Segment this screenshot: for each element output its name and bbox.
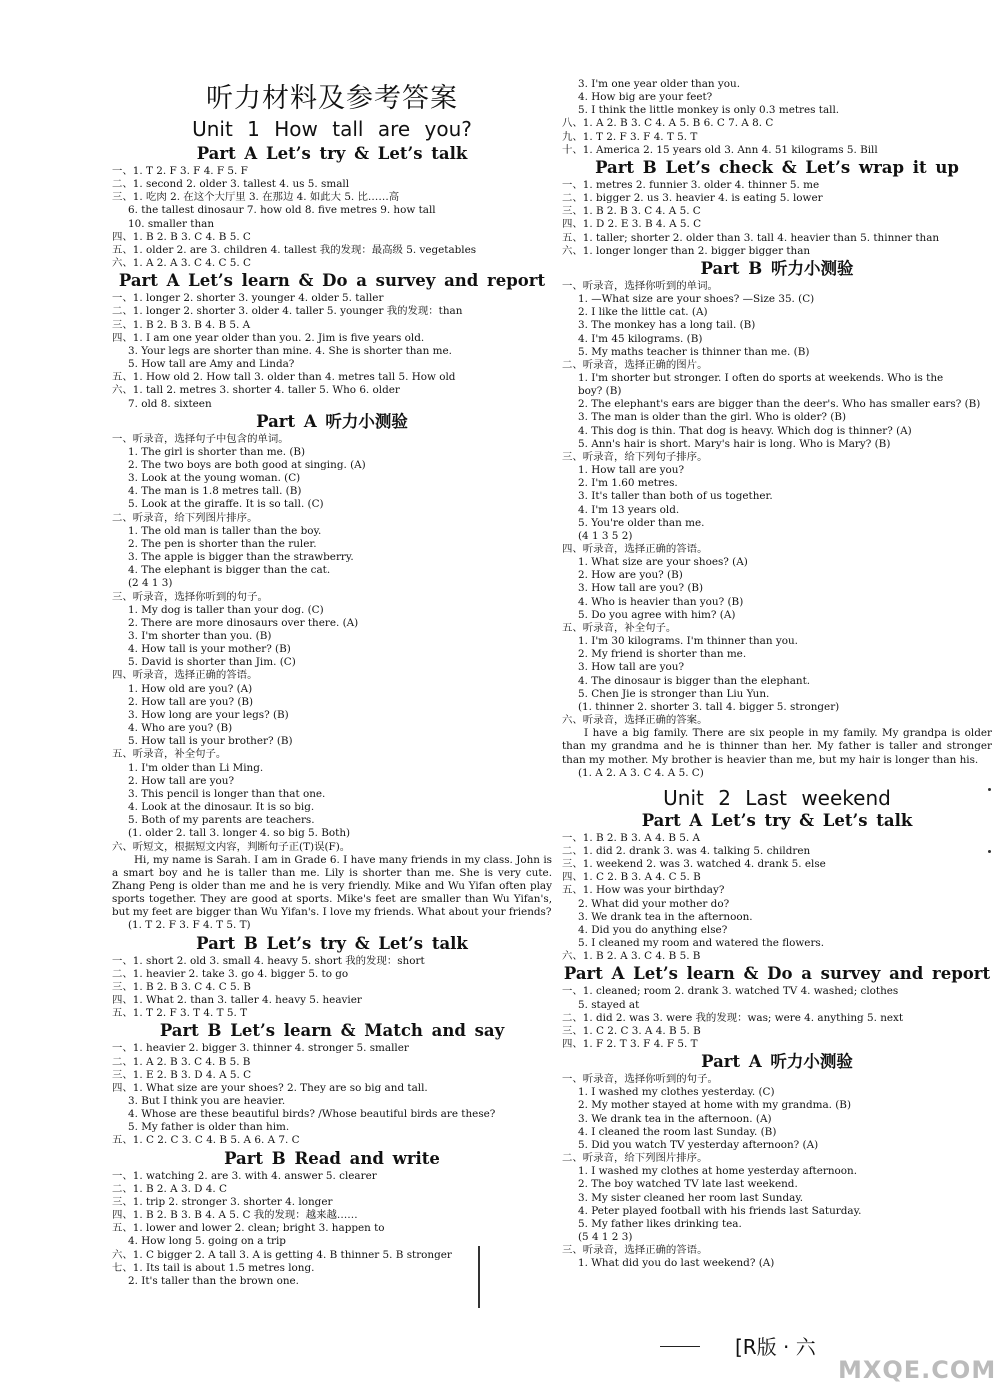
section-heading: Part A 听力小测验 [256,411,408,431]
section-heading: Part B Let’s learn & Match and say [159,1021,505,1041]
section-heading: Part B Read and write [224,1148,440,1168]
unit-1-title: Unit 1 How tall are you? [192,117,472,141]
answer-line: (4 1 3 5 2) [578,529,633,542]
answer-line: 5. I cleaned my room and watered the flowers. [578,937,825,950]
answer-line: 五、听录音，补全句子。 [562,621,677,634]
answer-line: 五、听录音，补全句子。 [112,748,227,761]
answer-line: 2. How tall are you? (B) [128,695,254,708]
answer-line: 5. You're older than me. [578,516,705,529]
answer-line: 三、1. C 2. C 3. A 4. B 5. B [562,1024,701,1037]
answer-line: 四、听录音，选择正确的答语。 [562,543,708,555]
answer-line: 5. stayed at [578,998,640,1011]
answer-line: (5 4 1 2 3) [578,1231,633,1244]
answer-line: 5. Look at the giraffe. It is so tall. (C) [128,498,324,511]
stray-dot [988,788,991,791]
answer-line: 五、1. C 2. C 3. C 4. B 5. A 6. A 7. C [112,1134,300,1147]
answer-line: 4. Look at the dinosaur. It is so big. [128,801,315,814]
section-heading: Part A Let’s try & Let’s talk [641,810,913,830]
answer-line: 2. It's taller than the brown one. [128,1274,299,1287]
answer-line: 五、1. older 2. are 3. children 4. tallest 我的发现：最高级 5. vegetables [112,243,477,256]
answer-line: 5. David is shorter than Jim. (C) [128,656,296,669]
answer-line: 3. The man is older than the girl. Who is older? (B) [578,411,847,424]
answer-line: 二、1. did 2. was 3. were 我的发现：was; were 4. anything 5. next [562,1011,904,1024]
answer-line: 一、1. short 2. old 3. small 4. heavy 5. short 我的发现：short [112,954,425,967]
answer-line: 二、1. heavier 2. take 3. go 4. bigger 5. to go [112,967,349,980]
right-continued-answers [562,78,992,157]
answer-line: 九、1. T 2. F 3. F 4. T 5. T [562,130,698,143]
answer-line: 一、听录音，选择你听到的单词。 [562,279,718,292]
answer-line: 三、1. B 2. B 3. C 4. A 5. C [562,205,701,218]
answer-line: 五、1. lower and lower 2. clean; bright 3. happen to [112,1222,385,1235]
answer-line: 三、听录音，给下列句子排序。 [562,450,708,463]
answer-line: 一、听录音，选择句子中包含的单词。 [112,432,289,445]
answer-line: 3. I'm shorter than you. (B) [128,630,272,642]
answer-line: 4. Whose are these beautiful birds? /Whose beautiful birds are these? [128,1108,496,1121]
answer-line: 二、1. B 2. A 3. D 4. C [112,1182,227,1195]
answer-line: 4. Peter played football with his friends last Saturday. [578,1204,862,1217]
answer-line: 2. My friend is shorter than me. [578,648,747,661]
answer-line: 2. I like the little cat. (A) [578,306,708,319]
answer-line: 一、1. cleaned; room 2. drank 3. watched TV 4. washed; clothes [562,985,899,998]
right-column [562,78,992,1271]
answer-line: 4. Who is heavier than you? (B) [578,595,744,608]
answer-line: 2. The two boys are both good at singing. (A) [128,458,366,471]
answer-line: 4. I cleaned the room last Sunday. (B) [578,1125,777,1138]
answer-line: 一、1. longer 2. shorter 3. younger 4. older 5. taller [112,292,384,305]
answer-line: 三、听录音，选择正确的答语。 [562,1244,708,1257]
answer-line: 2. The pen is shorter than the ruler. [128,537,317,550]
answer-line: 1. How old are you? (A) [128,682,253,695]
answer-line: Hi, my name is Sarah. I am in Grade 6. I have many friends in my class. John is a smart boy and he is taller than me. Lily is shorter than me. She is very cute. Zhang Peng is older than me and he is very friendly. Mike and Wu Yifan often play sports together. They are good at sports. Mike's feet are smaller than Wu Yifan's, but my feet are bigger than Wu Yifan's. I love my friends. What about your friends? [112,853,552,919]
answer-line: 5. My father likes drinking tea. [578,1217,742,1230]
answer-line: 二、听录音，给下列图片排序。 [112,511,258,524]
answer-line: 4. The man is 1.8 metres tall. (B) [128,485,302,498]
answer-line: 3. We drank tea in the afternoon. [578,910,753,923]
answer-line: 一、1. metres 2. funnier 3. older 4. thinner 5. me [562,178,820,191]
answer-line: 二、1. bigger 2. us 3. heavier 4. is eating 5. lower [562,192,823,205]
answer-line: 7. old 8. sixteen [128,397,212,410]
answer-line: 3. My sister cleaned her room last Sunday. [578,1191,804,1204]
answer-line: 六、听录音，选择正确的答案。 [562,714,708,727]
answer-line: I have a big family. There are six people in my family. My grandpa is older than my grandma and he is thinner than her. My father is taller and stronger than my mother. My brother is heavier than me, but my hair is longer than his. [562,727,992,766]
answer-line: 三、听录音，选择你听到的句子。 [112,590,268,603]
answer-line: 四、1. What size are your shoes? 2. They are so big and tall. [112,1081,428,1094]
answer-line: 三、1. 吃肉 2. 在这个大厅里 3. 在那边 4. 如此大 5. 比……高 [112,191,400,204]
answer-line: 3. I'm one year older than you. [578,78,741,90]
answer-line: 三、1. B 2. B 3. B 4. B 5. A [112,318,251,331]
answer-line: 4. The elephant is bigger than the cat. [128,564,331,577]
answer-line: 五、1. T 2. F 3. T 4. T 5. T [112,1007,248,1020]
answer-line: 5. How tall are Amy and Linda? [128,358,295,371]
answer-line: 5. My father is older than him. [128,1121,290,1134]
unit-2-title: Unit 2 Last weekend [663,785,891,810]
answer-line: 五、1. How old 2. How tall 3. older than 4. metres tall 5. How old [112,371,456,384]
answer-line: 二、1. second 2. older 3. tallest 4. us 5. small [112,178,350,191]
answer-line: 5. Both of my parents are teachers. [128,814,315,827]
answer-line: 四、1. C 2. B 3. A 4. C 5. B [562,871,701,884]
answer-line: (1. thinner 2. shorter 3. tall 4. bigger 5. stronger) [578,700,840,713]
answer-line: 5. Did you watch TV yesterday afternoon? (A) [578,1138,819,1151]
answer-line: 四、1. B 2. B 3. C 4. B 5. C [112,230,251,243]
footer-edition-label: [R版 · 六 [735,1335,816,1359]
answer-line: 1. I washed my clothes yesterday. (C) [578,1086,775,1099]
answer-line: 1. What size are your shoes? (A) [578,556,748,569]
section-heading: Part B Let’s try & Let’s talk [196,933,468,953]
answer-line: 3. Look at the young woman. (C) [128,472,301,485]
answer-line: 四、1. I am one year older than you. 2. Jim is five years old. [112,331,425,344]
answer-line: 1. I'm shorter but stronger. I often do sports at weekends. Who is the [578,371,944,384]
answer-line: 3. We drank tea in the afternoon. (A) [578,1112,772,1125]
answer-line: 2. There are more dinosaurs over there. (A) [128,616,359,629]
answer-line: 四、1. What 2. than 3. taller 4. heavy 5. heavier [112,994,362,1007]
answer-line: 1. —What size are your shoes? —Size 35. (C) [578,293,815,306]
section-heading: Part B Let’s check & Let’s wrap it up [595,157,959,177]
answer-line: 1. How tall are you? [578,464,685,477]
answer-line: 2. My mother stayed at home with my grandma. (B) [578,1099,851,1112]
answer-line: 四、1. F 2. T 3. F 4. F 5. T [562,1038,698,1050]
answer-line: 四、1. D 2. E 3. B 4. A 5. C [562,218,702,231]
answer-line: 3. Your legs are shorter than mine. 4. She is shorter than me. [128,344,452,357]
answer-line: 一、听录音，选择你听到的句子。 [562,1073,718,1086]
answer-line: 二、听录音，选择正确的图片。 [562,358,708,371]
answer-line: 二、1. A 2. B 3. C 4. B 5. B [112,1055,251,1068]
answer-line: 3. How long are your legs? (B) [128,708,289,721]
answer-line: 1. The old man is taller than the boy. [128,524,322,537]
answer-line: 3. But I think you are heavier. [128,1095,286,1107]
answer-line: 4. How long 5. going on a trip [128,1235,286,1248]
answer-line: 2. The elephant's ears are bigger than the deer's. Who has smaller ears? (B) [578,398,981,411]
answer-line: 4. Did you do anything else? [578,923,728,936]
stray-mark [478,1246,480,1308]
answer-line: 六、1. tall 2. metres 3. shorter 4. taller 5. Who 6. older [112,384,400,397]
answer-line: 5. How tall is your brother? (B) [128,735,293,748]
answer-line: 六、听短文，根据短文内容，判断句子正(T)误(F)。 [112,840,351,853]
answer-line: 六、1. C bigger 2. A tall 3. A is getting 4. B thinner 5. B stronger [112,1248,452,1261]
answer-line: boy? (B) [578,385,622,398]
answer-line: 1. I'm 30 kilograms. I'm thinner than you. [578,635,798,648]
answer-line: 3. The apple is bigger than the strawberry. [128,551,354,564]
left-column [112,74,552,1288]
answer-line: 4. This dog is thin. That dog is heavy. Which dog is thinner? (A) [578,424,912,437]
answer-line: (1. A 2. A 3. C 4. A 5. C) [578,766,704,779]
watermark-logo: MXQE.COM [838,1356,997,1384]
answer-line: 三、1. B 2. B 3. C 4. C 5. B [112,980,251,993]
answer-line: 4. The dinosaur is bigger than the elephant. [578,674,811,687]
answer-line: 2. The boy watched TV late last weekend. [578,1178,798,1191]
answer-line: 二、1. longer 2. shorter 3. older 4. taller 5. younger 我的发现：than [112,305,463,318]
answer-line: 1. My dog is taller than your dog. (C) [128,603,324,616]
answer-line: 五、1. taller; shorter 2. older than 3. tall 4. heavier than 5. thinner than [562,231,940,244]
answer-line: 5. I think the little monkey is only 0.3 metres tall. [578,104,840,117]
left-sections [112,143,552,1288]
answer-line: 八、1. A 2. B 3. C 4. A 5. B 6. C 7. A 8. C [562,117,774,130]
answer-line: 3. How tall are you? [578,661,685,674]
answer-line: 3. It's taller than both of us together. [578,490,773,503]
right-sections-unit1 [562,157,992,780]
answer-line: 6. the tallest dinosaur 7. how old 8. five metres 9. how tall [128,204,436,217]
answer-line: 2. How are you? (B) [578,569,683,582]
answer-line: 五、1. How was your birthday? [562,884,725,897]
answer-line: 1. The girl is shorter than me. (B) [128,445,306,458]
answer-line: 5. Do you agree with him? (A) [578,608,736,621]
section-heading: Part A Let’s learn & Do a survey and report [118,271,546,291]
section-heading: Part A 听力小测验 [701,1052,853,1072]
answer-line: 2. How tall are you? [128,774,235,787]
answer-line: 5. Ann's hair is short. Mary's hair is long. Who is Mary? (B) [578,437,891,450]
answer-line: 三、1. E 2. B 3. D 4. A 5. C [112,1068,252,1081]
answer-line: 四、1. B 2. B 3. B 4. A 5. C 我的发现：越来越…… [112,1209,358,1222]
answer-line: 4. I'm 13 years old. [578,503,680,516]
answer-line: 2. I'm 1.60 metres. [578,477,678,490]
answer-line: 六、1. A 2. A 3. C 4. C 5. C [112,257,251,270]
answer-line: (1. T 2. F 3. F 4. T 5. T) [128,919,251,932]
answer-line: 5. Chen Jie is stronger than Liu Yun. [578,687,770,700]
answer-line: 3. The monkey has a long tail. (B) [578,319,756,332]
answer-line: 10. smaller than [128,217,215,230]
answer-line: 1. I washed my clothes at home yesterday afternoon. [578,1165,858,1178]
answer-line: 3. This pencil is longer than that one. [128,787,326,800]
answer-line: 2. What did your mother do? [578,897,730,910]
right-sections-unit2 [562,810,992,1271]
answer-line: 四、听录音，选择正确的答语。 [112,669,258,682]
answer-line: 三、1. trip 2. stronger 3. shorter 4. longer [112,1195,333,1208]
answer-line: 一、1. watching 2. are 3. with 4. answer 5. clearer [112,1169,377,1182]
answer-line: 一、1. B 2. B 3. A 4. B 5. A [562,831,700,844]
answer-line: 六、1. longer longer than 2. bigger bigger than [562,244,811,257]
stray-dot [988,850,991,853]
answer-line: 七、1. Its tail is about 1.5 metres long. [112,1261,315,1274]
answer-line: 1. I'm older than Li Ming. [128,761,264,774]
page-title: 听力材料及参考答案 [206,83,458,114]
answer-line: 三、1. weekend 2. was 3. watched 4. drank 5. else [562,858,826,871]
answer-line: 4. How tall is your mother? (B) [128,643,291,656]
section-heading: Part B 听力小测验 [700,258,854,278]
answer-line: 十、1. America 2. 15 years old 3. Ann 4. 51 kilograms 5. Bill [562,143,878,156]
footer-rule [660,1346,700,1347]
answer-line: 4. I'm 45 kilograms. (B) [578,332,703,345]
answer-line: (1. older 2. tall 3. longer 4. so big 5. Both) [128,827,351,840]
answer-line: (2 4 1 3) [128,577,173,590]
answer-line: 一、1. T 2. F 3. F 4. F 5. F [112,165,248,177]
answer-line: 4. How big are your feet? [578,91,713,104]
answer-line: 一、1. heavier 2. bigger 3. thinner 4. stronger 5. smaller [112,1042,409,1055]
answer-line: 4. Who are you? (B) [128,722,233,735]
answer-line: 六、1. B 2. A 3. C 4. B 5. B [562,950,701,963]
section-heading: Part A Let’s learn & Do a survey and report [563,964,991,984]
answer-line: 1. What did you do last weekend? (A) [578,1257,775,1270]
answer-line: 5. My maths teacher is thinner than me. (B) [578,345,810,358]
answer-line: 二、1. did 2. drank 3. was 4. talking 5. children [562,844,811,857]
section-heading: Part A Let’s try & Let’s talk [196,144,468,163]
answer-line: 3. How tall are you? (B) [578,582,704,595]
answer-line: 二、听录音，给下列图片排序。 [562,1152,708,1165]
